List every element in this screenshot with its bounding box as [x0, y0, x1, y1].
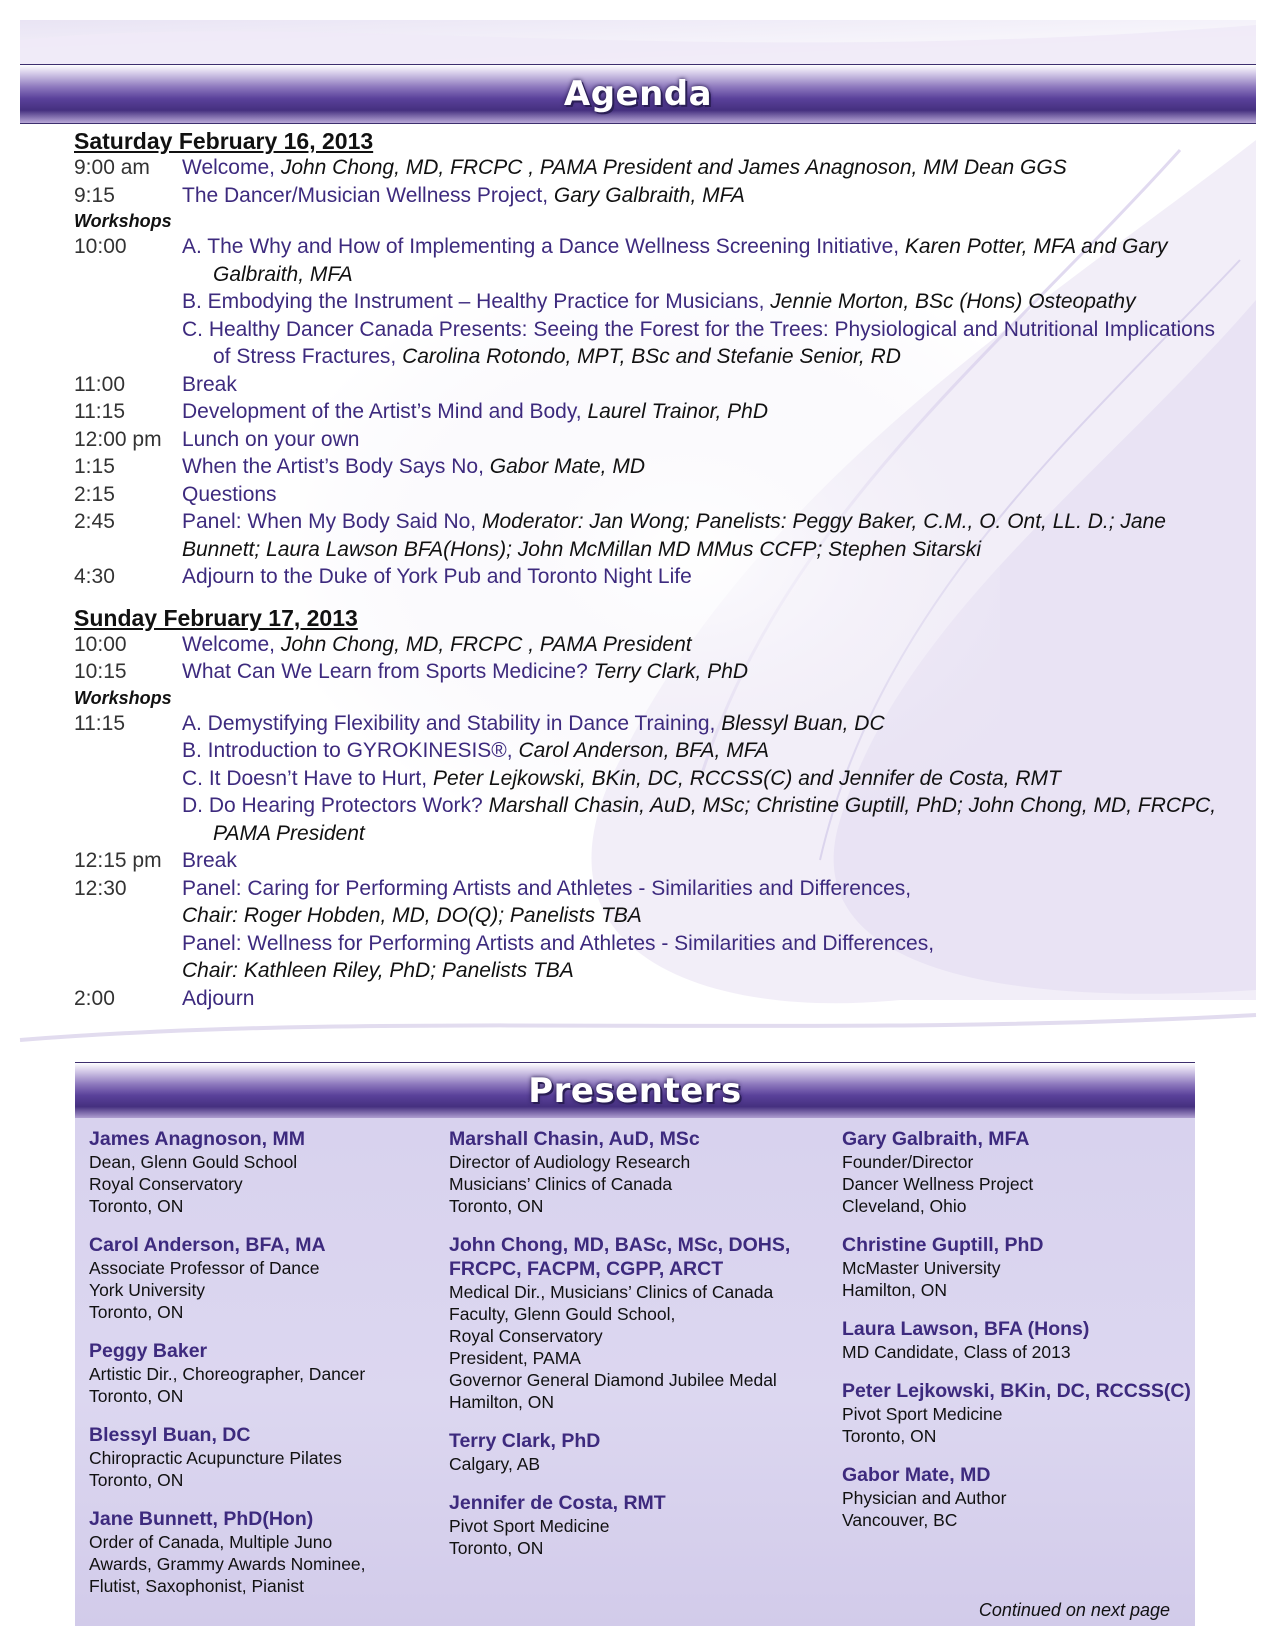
- presenter-detail: Governor General Diamond Jubilee Medal: [449, 1370, 777, 1390]
- session-presenter: Carolina Rotondo, MPT, BSc and Stefanie Senior, RD: [402, 345, 901, 368]
- presenter-detail: Flutist, Saxophonist, Pianist: [89, 1576, 304, 1596]
- agenda-row: [74, 563, 1224, 591]
- session-title: B. Embodying the Instrument – Healthy Practice for Musicians,: [182, 290, 771, 313]
- agenda-row: [74, 508, 1224, 563]
- session-presenter: Peter Lejkowski, BKin, DC, RCCSS(C) and Jennifer de Costa, RMT: [432, 766, 1061, 790]
- agenda-description: [182, 875, 1224, 930]
- session-presenter: Chair: Kathleen Riley, PhD; Panelists TBA: [182, 959, 574, 982]
- agenda-description: [182, 631, 1224, 659]
- session-title: Lunch on your own: [182, 427, 360, 451]
- presenter-name: Laura Lawson, BFA (Hons): [842, 1318, 1090, 1340]
- agenda-description: [182, 233, 1224, 288]
- agenda-description: [182, 658, 1224, 686]
- agenda-row: [74, 481, 1224, 509]
- presenter-detail: Musicians’ Clinics of Canada: [449, 1174, 673, 1194]
- session-presenter: Laurel Trainor, PhD: [587, 400, 768, 423]
- agenda-description: [182, 316, 1224, 371]
- agenda-description: [182, 154, 1224, 182]
- agenda-time: 11:15: [74, 400, 125, 423]
- agenda-time: 12:15 pm: [74, 849, 162, 872]
- agenda-time: [74, 930, 182, 985]
- presenters-column-3: [842, 1127, 1192, 1547]
- presenter-name: Gabor Mate, MD: [842, 1464, 991, 1486]
- agenda-time: 4:30: [74, 565, 115, 588]
- presenter-detail: York University: [89, 1280, 206, 1300]
- agenda-time: 12:00 pm: [74, 427, 162, 451]
- presenter-detail: Artistic Dir., Choreographer, Dancer: [89, 1364, 366, 1384]
- agenda-description: [182, 737, 1224, 765]
- presenters-heading: Presenters: [528, 1071, 742, 1111]
- session-title: Adjourn: [182, 986, 255, 1010]
- presenter-entry: [89, 1339, 419, 1407]
- session-presenter: Karen Potter, MFA and Gary Galbraith, MFA: [213, 235, 1168, 286]
- presenter-name: John Chong, MD, BASc, MSc, DOHS, FRCPC, FACPM, CGPP, ARCT: [449, 1234, 791, 1280]
- session-title: Welcome,: [182, 632, 281, 656]
- session-title: Development of the Artist’s Mind and Body,: [182, 400, 588, 423]
- presenter-entry: [449, 1127, 819, 1217]
- presenter-detail: Associate Professor of Dance: [89, 1258, 320, 1278]
- presenter-entry: [842, 1379, 1192, 1447]
- agenda-row: [74, 316, 1224, 371]
- agenda-time: 12:30: [74, 876, 127, 900]
- session-title: Break: [182, 372, 237, 396]
- presenter-detail: Pivot Sport Medicine: [449, 1516, 610, 1536]
- continued-note: Continued on next page: [978, 1600, 1170, 1620]
- session-title: Panel: Wellness for Performing Artists and Athletes - Similarities and Differences,: [182, 931, 935, 955]
- agenda-description: [182, 426, 1224, 454]
- session-title: Welcome,: [182, 156, 281, 179]
- session-title: Panel: Caring for Performing Artists and Athletes - Similarities and Differences,: [182, 876, 912, 900]
- session-title: When the Artist’s Body Says No,: [182, 455, 490, 478]
- presenter-detail: Dean, Glenn Gould School: [89, 1152, 298, 1172]
- agenda-row: [74, 930, 1224, 985]
- agenda-row: [74, 631, 1224, 659]
- agenda-time: [74, 737, 182, 765]
- presenter-detail: Faculty, Glenn Gould School,: [449, 1304, 676, 1324]
- agenda-time: 11:00: [74, 372, 125, 396]
- agenda-time: 10:15: [74, 660, 127, 683]
- agenda-description: [182, 563, 1224, 591]
- presenter-detail: Director of Audiology Research: [449, 1152, 691, 1172]
- agenda-time: 2:45: [74, 510, 115, 533]
- presenter-name: Christine Guptill, PhD: [842, 1234, 1044, 1256]
- agenda-description: [182, 930, 1224, 985]
- agenda-description: [182, 481, 1224, 509]
- agenda-row: [74, 453, 1224, 481]
- presenter-name: Jennifer de Costa, RMT: [449, 1492, 666, 1514]
- agenda-row: [74, 847, 1224, 875]
- session-presenter: Carol Anderson, BFA, MFA: [518, 739, 769, 762]
- session-title: Break: [182, 849, 237, 872]
- agenda-description: [182, 985, 1224, 1013]
- presenter-detail: MD Candidate, Class of 2013: [842, 1342, 1071, 1362]
- presenter-name: Blessyl Buan, DC: [89, 1424, 251, 1446]
- agenda-time: 9:15: [74, 183, 115, 207]
- presenter-detail: Cleveland, Ohio: [842, 1196, 967, 1216]
- session-presenter: Chair: Roger Hobden, MD, DO(Q); Panelists TBA: [182, 904, 642, 927]
- presenter-name: Terry Clark, PhD: [449, 1430, 601, 1452]
- agenda-row: [74, 792, 1224, 847]
- presenter-entry: [89, 1233, 419, 1323]
- session-title: Adjourn to the Duke of York Pub and Toronto Night Life: [182, 565, 692, 588]
- session-title: C. It Doesn’t Have to Hurt,: [182, 766, 433, 790]
- presenter-detail: Hamilton, ON: [842, 1280, 948, 1300]
- agenda-time: 10:00: [74, 632, 127, 656]
- presenter-name: Peter Lejkowski, BKin, DC, RCCSS(C): [842, 1380, 1191, 1402]
- presenters-banner: [75, 1062, 1195, 1120]
- session-title: D. Do Hearing Protectors Work?: [182, 794, 489, 817]
- presenter-detail: Toronto, ON: [842, 1426, 937, 1446]
- presenter-detail: Order of Canada, Multiple Juno: [89, 1532, 333, 1552]
- presenter-entry: [449, 1491, 819, 1559]
- day-title: Saturday February 16, 2013: [74, 128, 374, 154]
- presenters-column-1: [89, 1127, 419, 1613]
- presenter-entry: [89, 1127, 419, 1217]
- agenda-description: [182, 371, 1224, 399]
- presenter-detail: Physician and Author: [842, 1488, 1007, 1508]
- presenter-detail: Toronto, ON: [89, 1470, 184, 1490]
- session-title: Panel: When My Body Said No,: [182, 510, 482, 533]
- agenda-row: [74, 985, 1224, 1013]
- session-presenter: Marshall Chasin, AuD, MSc; Christine Guptill, PhD; John Chong, MD, FRCPC, PAMA President: [213, 794, 1217, 845]
- presenter-detail: Toronto, ON: [89, 1386, 184, 1406]
- presenter-detail: Royal Conservatory: [449, 1326, 603, 1346]
- presenter-detail: Toronto, ON: [89, 1196, 184, 1216]
- presenter-entry: [89, 1507, 419, 1597]
- presenter-entry: [842, 1127, 1192, 1217]
- presenter-detail: President, PAMA: [449, 1348, 581, 1368]
- presenter-detail: Pivot Sport Medicine: [842, 1404, 1003, 1424]
- workshops-label: Workshops: [74, 687, 172, 708]
- workshops-label: Workshops: [74, 211, 172, 231]
- presenter-entry: [842, 1463, 1192, 1531]
- session-presenter: John Chong, MD, FRCPC , PAMA President: [280, 632, 692, 656]
- agenda-time: 11:15: [74, 711, 125, 735]
- presenter-entry: [842, 1233, 1192, 1301]
- session-presenter: Gabor Mate, MD: [489, 455, 645, 478]
- presenter-detail: Toronto, ON: [449, 1196, 544, 1216]
- agenda-row: [74, 875, 1224, 930]
- session-title: The Dancer/Musician Wellness Project,: [182, 183, 554, 207]
- presenter-detail: Toronto, ON: [89, 1302, 184, 1322]
- agenda-time: 2:15: [74, 482, 115, 506]
- presenter-detail: Calgary, AB: [449, 1454, 541, 1474]
- agenda-description: [182, 288, 1224, 316]
- presenter-detail: Hamilton, ON: [449, 1392, 555, 1412]
- agenda-row: [74, 737, 1224, 765]
- agenda-row: [74, 182, 1224, 210]
- presenter-entry: [842, 1317, 1192, 1363]
- session-title: B. Introduction to GYROKINESIS®,: [182, 739, 519, 762]
- presenter-name: Peggy Baker: [89, 1340, 208, 1362]
- presenter-entry: [449, 1233, 819, 1413]
- presenter-entry: [89, 1423, 419, 1491]
- agenda-description: [182, 182, 1224, 210]
- session-title: A. The Why and How of Implementing a Dance Wellness Screening Initiative,: [182, 235, 905, 258]
- agenda-time: [74, 316, 182, 371]
- agenda-time: 10:00: [74, 235, 127, 258]
- presenter-detail: McMaster University: [842, 1258, 1001, 1278]
- presenter-detail: Royal Conservatory: [89, 1174, 243, 1194]
- session-presenter: Jennie Morton, BSc (Hons) Osteopathy: [770, 290, 1136, 313]
- presenter-detail: Chiropractic Acupuncture Pilates: [89, 1448, 342, 1468]
- session-presenter: Blessyl Buan, DC: [721, 711, 885, 735]
- session-title: C. Healthy Dancer Canada Presents: Seeing the Forest for the Trees: Physiological and Nutritional Implications of Stress Fractures,: [182, 317, 1216, 368]
- session-title: A. Demystifying Flexibility and Stability in Dance Training,: [182, 711, 722, 735]
- agenda-row: [74, 710, 1224, 738]
- agenda-description: [182, 710, 1224, 738]
- presenter-detail: Vancouver, BC: [842, 1510, 958, 1530]
- presenters-column-2: [449, 1127, 819, 1575]
- session-title: What Can We Learn from Sports Medicine?: [182, 660, 594, 683]
- day-title: Sunday February 17, 2013: [74, 604, 358, 631]
- session-presenter: John Chong, MD, FRCPC , PAMA President and James Anagnoson, MM Dean GGS: [280, 156, 1067, 179]
- agenda-row: [74, 154, 1224, 182]
- presenter-detail: Awards, Grammy Awards Nominee,: [89, 1554, 366, 1574]
- presenter-name: James Anagnoson, MM: [89, 1128, 305, 1150]
- agenda-heading: Agenda: [563, 74, 713, 114]
- session-presenter: Terry Clark, PhD: [593, 660, 749, 683]
- agenda-row: [74, 765, 1224, 793]
- presenter-entry: [449, 1429, 819, 1475]
- agenda-time: [74, 765, 182, 793]
- agenda-time: [74, 288, 182, 316]
- agenda-row: [74, 288, 1224, 316]
- agenda-description: [182, 453, 1224, 481]
- session-title: Questions: [182, 482, 277, 506]
- agenda-time: 9:00 am: [74, 156, 150, 179]
- presenter-name: Jane Bunnett, PhD(Hon): [89, 1508, 314, 1530]
- agenda-row: [74, 426, 1224, 454]
- agenda-description: [182, 398, 1224, 426]
- agenda-description: [182, 765, 1224, 793]
- presenter-detail: Dancer Wellness Project: [842, 1174, 1034, 1194]
- presenter-detail: Toronto, ON: [449, 1538, 544, 1558]
- agenda-row: [74, 233, 1224, 288]
- agenda-time: [74, 792, 182, 847]
- agenda-row: [74, 371, 1224, 399]
- presenter-name: Marshall Chasin, AuD, MSc: [449, 1128, 700, 1150]
- session-presenter: Moderator: Jan Wong; Panelists: Peggy Baker, C.M., O. Ont, LL. D.; Jane Bunnett; Laura Lawson BFA(Hons); John McMillan MD MMus CCFP; Stephen Sitarski: [182, 510, 1166, 561]
- presenter-name: Gary Galbraith, MFA: [842, 1128, 1030, 1150]
- presenter-detail: Medical Dir., Musicians’ Clinics of Canada: [449, 1282, 774, 1302]
- agenda-description: [182, 847, 1224, 875]
- agenda-section: [74, 128, 1224, 1012]
- agenda-time: 1:15: [74, 455, 115, 478]
- presenter-name: Carol Anderson, BFA, MA: [89, 1234, 326, 1256]
- agenda-row: [74, 398, 1224, 426]
- session-presenter: Gary Galbraith, MFA: [553, 183, 745, 207]
- presenter-detail: Founder/Director: [842, 1152, 974, 1172]
- agenda-description: [182, 792, 1224, 847]
- agenda-description: [182, 508, 1224, 563]
- agenda-time: 2:00: [74, 986, 115, 1010]
- agenda-row: [74, 658, 1224, 686]
- agenda-banner: [20, 64, 1256, 124]
